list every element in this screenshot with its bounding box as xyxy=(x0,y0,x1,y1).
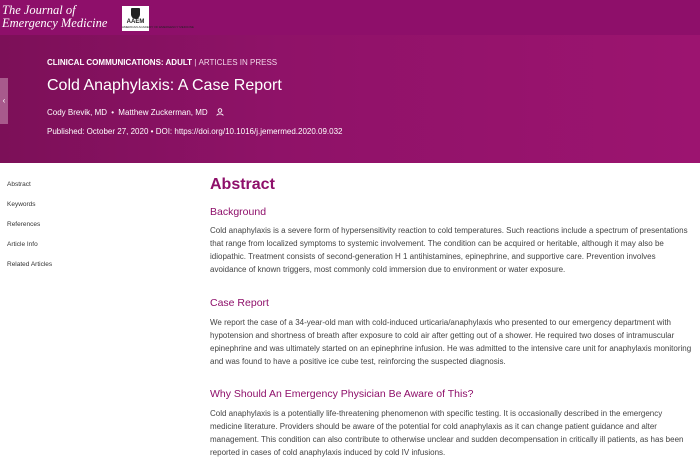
sidebar-item-article-info[interactable]: Article Info xyxy=(7,241,38,248)
journal-logo-link[interactable] xyxy=(2,4,107,30)
breadcrumb-section[interactable]: CLINICAL COMMUNICATIONS: ADULT xyxy=(47,58,193,67)
person-icon[interactable] xyxy=(216,108,224,118)
sidebar-item-references[interactable]: References xyxy=(7,221,41,228)
collapse-tab[interactable] xyxy=(0,78,8,124)
abstract-heading: Abstract xyxy=(210,176,275,193)
article-title: Cold Anaphylaxis: A Case Report xyxy=(47,77,282,94)
journal-title-line1: The Journal of xyxy=(2,3,76,17)
background-text: Cold anaphylaxis is a severe form of hypersensitivity reaction to cold temperatures. Such reactions include a spectrum of presentations that range from localized symptoms to systemic involvement. The condition can be acquired or heritable, although it may also be idiopathic. Treatment consists of second-generation H 1 antihistamines, epinephrine, and supportive care. Prevention involves avoidance of known triggers, most commonly cold immersion due to environment or water exposure. xyxy=(210,226,688,274)
why-aware-heading: Why Should An Emergency Physician Be Aware of This? xyxy=(210,388,474,400)
chevron-left-icon: ‹ xyxy=(2,96,6,105)
author-separator: • xyxy=(111,108,115,118)
aaem-logo-subtext: AMERICAN ACADEMY OF EMERGENCY MEDICINE xyxy=(122,25,194,29)
journal-header-bar xyxy=(0,0,700,35)
breadcrumb-status[interactable]: ARTICLES IN PRESS xyxy=(198,58,278,67)
case-report-heading: Case Report xyxy=(210,297,269,309)
author-link[interactable]: Matthew Zuckerman, MD xyxy=(118,108,208,118)
author-list xyxy=(47,108,224,118)
doi-label: DOI: xyxy=(155,127,173,136)
published-date: Published: October 27, 2020 xyxy=(47,127,149,136)
aaem-logo[interactable] xyxy=(122,6,194,31)
article-outline-nav xyxy=(7,181,127,281)
article-banner xyxy=(0,35,700,163)
doi-separator: • xyxy=(150,127,154,136)
case-report-text: We report the case of a 34-year-old man with cold-induced urticaria/anaphylaxis who presented to our emergency department with hypotension and shortness of breath after exposure to cold air after getting out of a shower. He required two doses of intramuscular epinephrine and was ultimately started on an epinephrine infusion. He was admitted to the intensive care unit for anaphylaxis monitoring and was found to have a positive ice cube test, reinforcing the suspected diagnosis. xyxy=(210,318,692,366)
publication-info xyxy=(47,127,343,136)
why-aware-text: Cold anaphylaxis is a potentially life-threatening phenomenon with specific testing. It is occasionally described in the emergency medicine literature. Providers should be aware of the potential for cold anaphylaxis as it can change patient guidance and alter management. This condition can also contribute to otherwise unclear and sudden decompensation in critically ill patients, as has been reported in cases of cold anaphylaxis induced by cold IV infusions. xyxy=(210,409,684,457)
breadcrumb-separator: | xyxy=(194,58,197,67)
journal-title-line2: Emergency Medicine xyxy=(2,16,108,30)
background-heading: Background xyxy=(210,206,267,218)
author-link[interactable]: Cody Brevik, MD xyxy=(47,108,108,118)
doi-link[interactable]: https://doi.org/10.1016/j.jemermed.2020.09.032 xyxy=(174,127,343,136)
article-breadcrumb xyxy=(47,58,277,67)
shield-icon xyxy=(131,8,140,19)
sidebar-item-keywords[interactable]: Keywords xyxy=(7,201,36,208)
sidebar-item-related-articles[interactable]: Related Articles xyxy=(7,261,53,268)
sidebar-item-abstract[interactable]: Abstract xyxy=(7,181,31,188)
aaem-logo-text: AAEM xyxy=(126,19,145,25)
